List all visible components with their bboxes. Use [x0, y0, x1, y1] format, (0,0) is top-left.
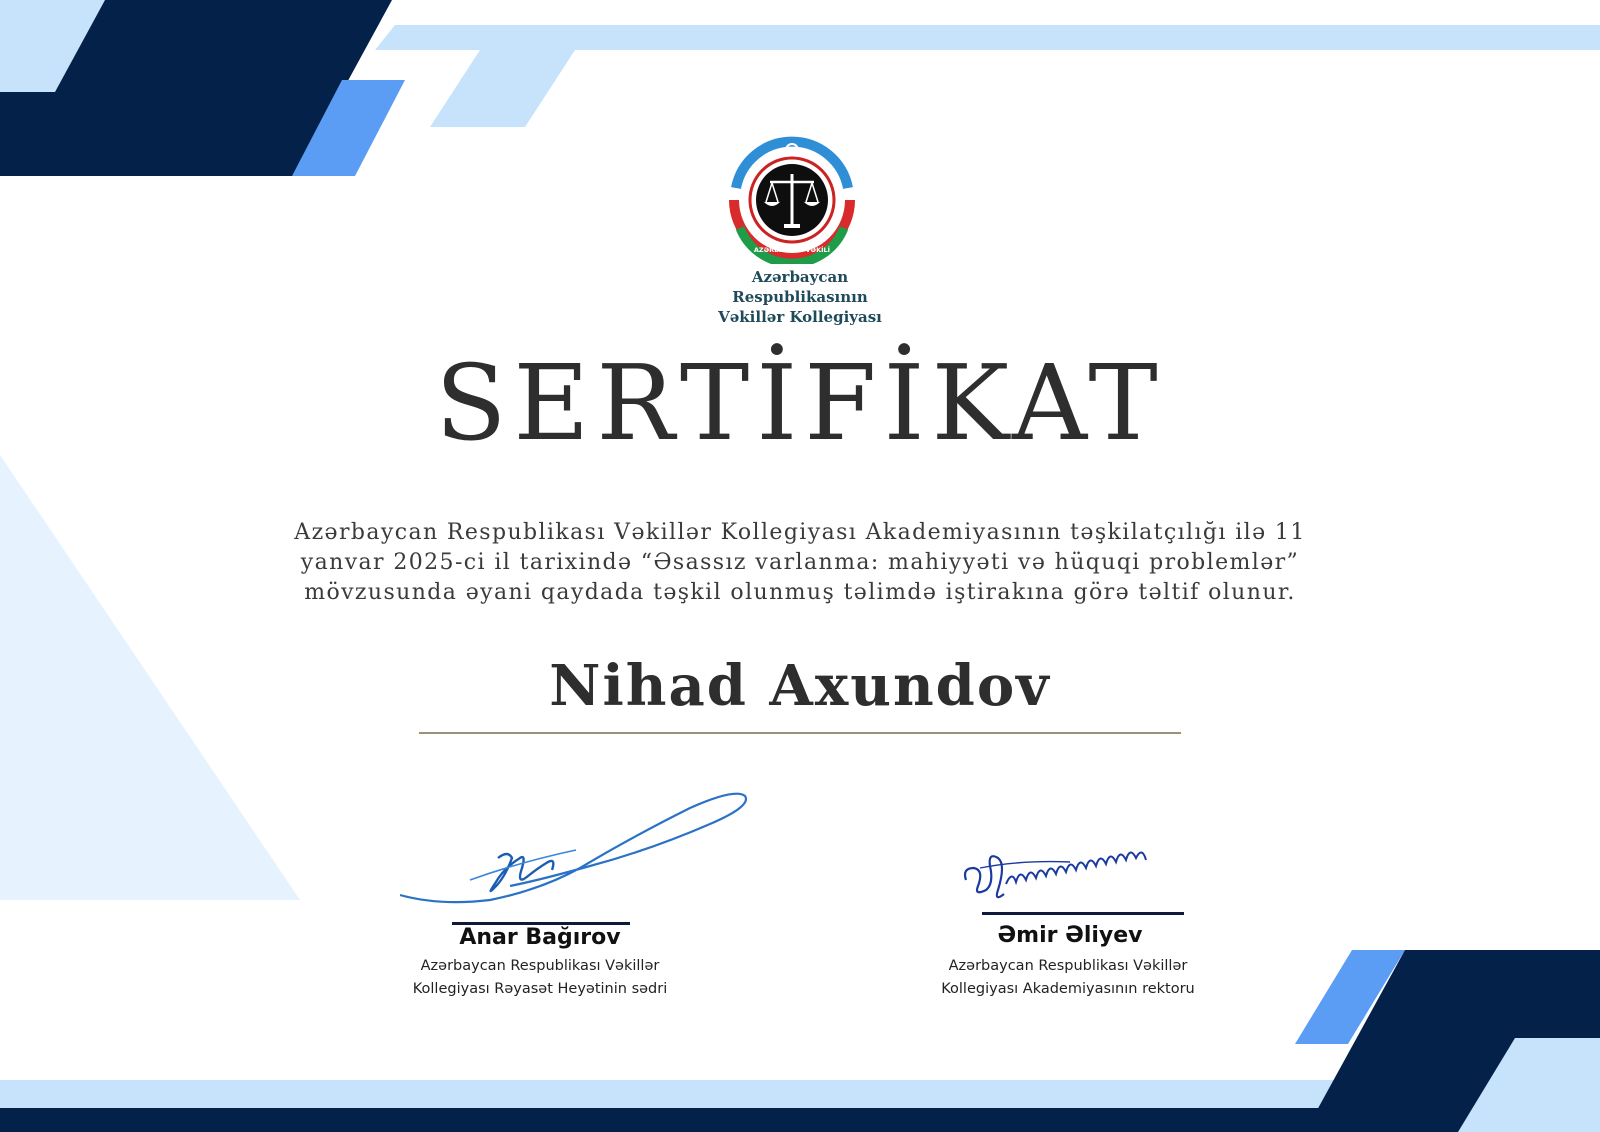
bg-top-lightblue-band	[430, 50, 575, 127]
signatory-2-role-line: Kollegiyası Akademiyasının rektoru	[941, 981, 1195, 997]
org-name-line: Respublikasının	[732, 288, 868, 306]
signatory-1-name: Anar Bağırov	[459, 925, 621, 950]
certificate-title: SERTİFİKAT	[435, 342, 1165, 464]
signature-2-line	[982, 912, 1184, 915]
signature-2	[960, 846, 1185, 906]
signatory-2-role-line: Azərbaycan Respublikası Vəkillər	[948, 958, 1188, 974]
recipient-name: Nihad Axundov	[549, 653, 1051, 719]
org-name-line: Azərbaycan	[751, 268, 849, 286]
organization-name	[600, 267, 1000, 327]
bar-association-emblem-icon	[728, 136, 856, 264]
signatory-1-role	[340, 955, 740, 1001]
body-line: yanvar 2025-ci il tarixində “Əsassız varlanma: mahiyyəti və hüquqi problemlər”	[300, 550, 1300, 575]
signatory-2-role	[868, 955, 1268, 1001]
certificate-body	[120, 518, 1480, 608]
org-name-line: Vəkillər Kollegiyası	[718, 308, 882, 326]
bg-bottom-lightblue-strip	[0, 1080, 1370, 1108]
signatory-2-name: Əmir Əliyev	[997, 923, 1143, 948]
bg-top-lightblue-strip	[375, 25, 1600, 50]
body-line: Azərbaycan Respublikası Vəkillər Kollegiyası Akademiyasının təşkilatçılığı ilə 11	[294, 520, 1306, 545]
emblem-ring-text: AZƏRBAYCAN VƏKİLİ	[753, 246, 831, 254]
signature-1	[400, 788, 750, 923]
body-line: mövzusunda əyani qaydada təşkil olunmuş təlimdə iştirakına görə təltif olunur.	[304, 580, 1296, 605]
recipient-underline	[419, 732, 1181, 734]
signatory-1-role-line: Kollegiyası Rəyasət Heyətinin sədri	[412, 981, 668, 997]
bg-bottom-navy-strip	[0, 1108, 1360, 1132]
signatory-1-role-line: Azərbaycan Respublikası Vəkillər	[420, 958, 660, 974]
